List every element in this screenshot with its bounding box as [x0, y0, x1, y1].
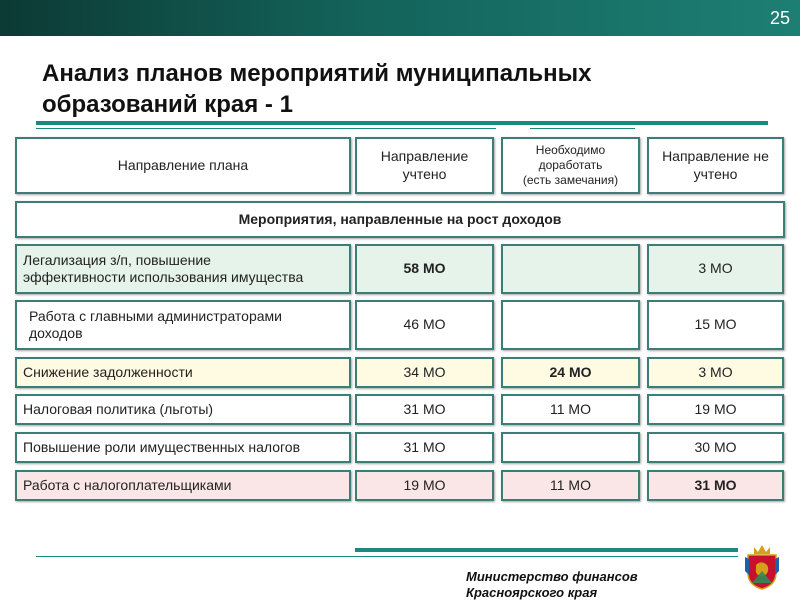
footer-divider-thin — [36, 556, 738, 557]
table-cell-not-accounted: 3 МО — [647, 357, 784, 388]
table-cell-accounted: 19 МО — [355, 470, 494, 501]
header-accounted: Направление учтено — [355, 137, 494, 194]
table-row-name: Повышение роли имущественных налогов — [15, 432, 351, 463]
table-cell-needs-work: 11 МО — [501, 470, 640, 501]
title-line-2: образований края - 1 — [42, 91, 293, 118]
footer-ministry: Министерство финансов Красноярского края — [466, 569, 638, 600]
divider-thin-right — [530, 128, 635, 129]
divider-thick — [36, 121, 768, 125]
table-cell-needs-work — [501, 244, 640, 294]
footer-divider-thick — [355, 548, 738, 552]
page-title — [42, 58, 742, 120]
table-cell-needs-work: 11 МО — [501, 394, 640, 425]
table-cell-accounted: 31 МО — [355, 394, 494, 425]
krasnoyarsk-coat-of-arms-icon — [742, 541, 782, 591]
header-needs-work: Необходимо доработать (есть замечания) — [501, 137, 640, 194]
table-row-name: Налоговая политика (льготы) — [15, 394, 351, 425]
divider-thin-left — [36, 128, 496, 129]
slide-number: 25 — [769, 8, 790, 28]
table-cell-needs-work — [501, 300, 640, 350]
table-cell-not-accounted: 3 МО — [647, 244, 784, 294]
table-row-name: Легализация з/п, повышение эффективности использования имущества — [15, 244, 351, 294]
title-line-1: Анализ планов мероприятий муниципальных — [42, 60, 592, 87]
table-cell-not-accounted: 19 МО — [647, 394, 784, 425]
table-cell-not-accounted: 15 МО — [647, 300, 784, 350]
table-row-name: Работа с главными администраторами доходов — [15, 300, 351, 350]
header-not-accounted: Направление не учтено — [647, 137, 784, 194]
section-title: Мероприятия, направленные на рост доходов — [15, 201, 785, 238]
table-row-name: Снижение задолженности — [15, 357, 351, 388]
table-row-name: Работа с налогоплательщиками — [15, 470, 351, 501]
table-cell-not-accounted: 31 МО — [647, 470, 784, 501]
table-cell-accounted: 58 МО — [355, 244, 494, 294]
header-plan-direction: Направление плана — [15, 137, 351, 194]
table-cell-needs-work — [501, 432, 640, 463]
table-cell-accounted: 34 МО — [355, 357, 494, 388]
table-cell-accounted: 46 МО — [355, 300, 494, 350]
top-bar — [0, 0, 800, 36]
table-cell-needs-work: 24 МО — [501, 357, 640, 388]
table-cell-not-accounted: 30 МО — [647, 432, 784, 463]
table-cell-accounted: 31 МО — [355, 432, 494, 463]
